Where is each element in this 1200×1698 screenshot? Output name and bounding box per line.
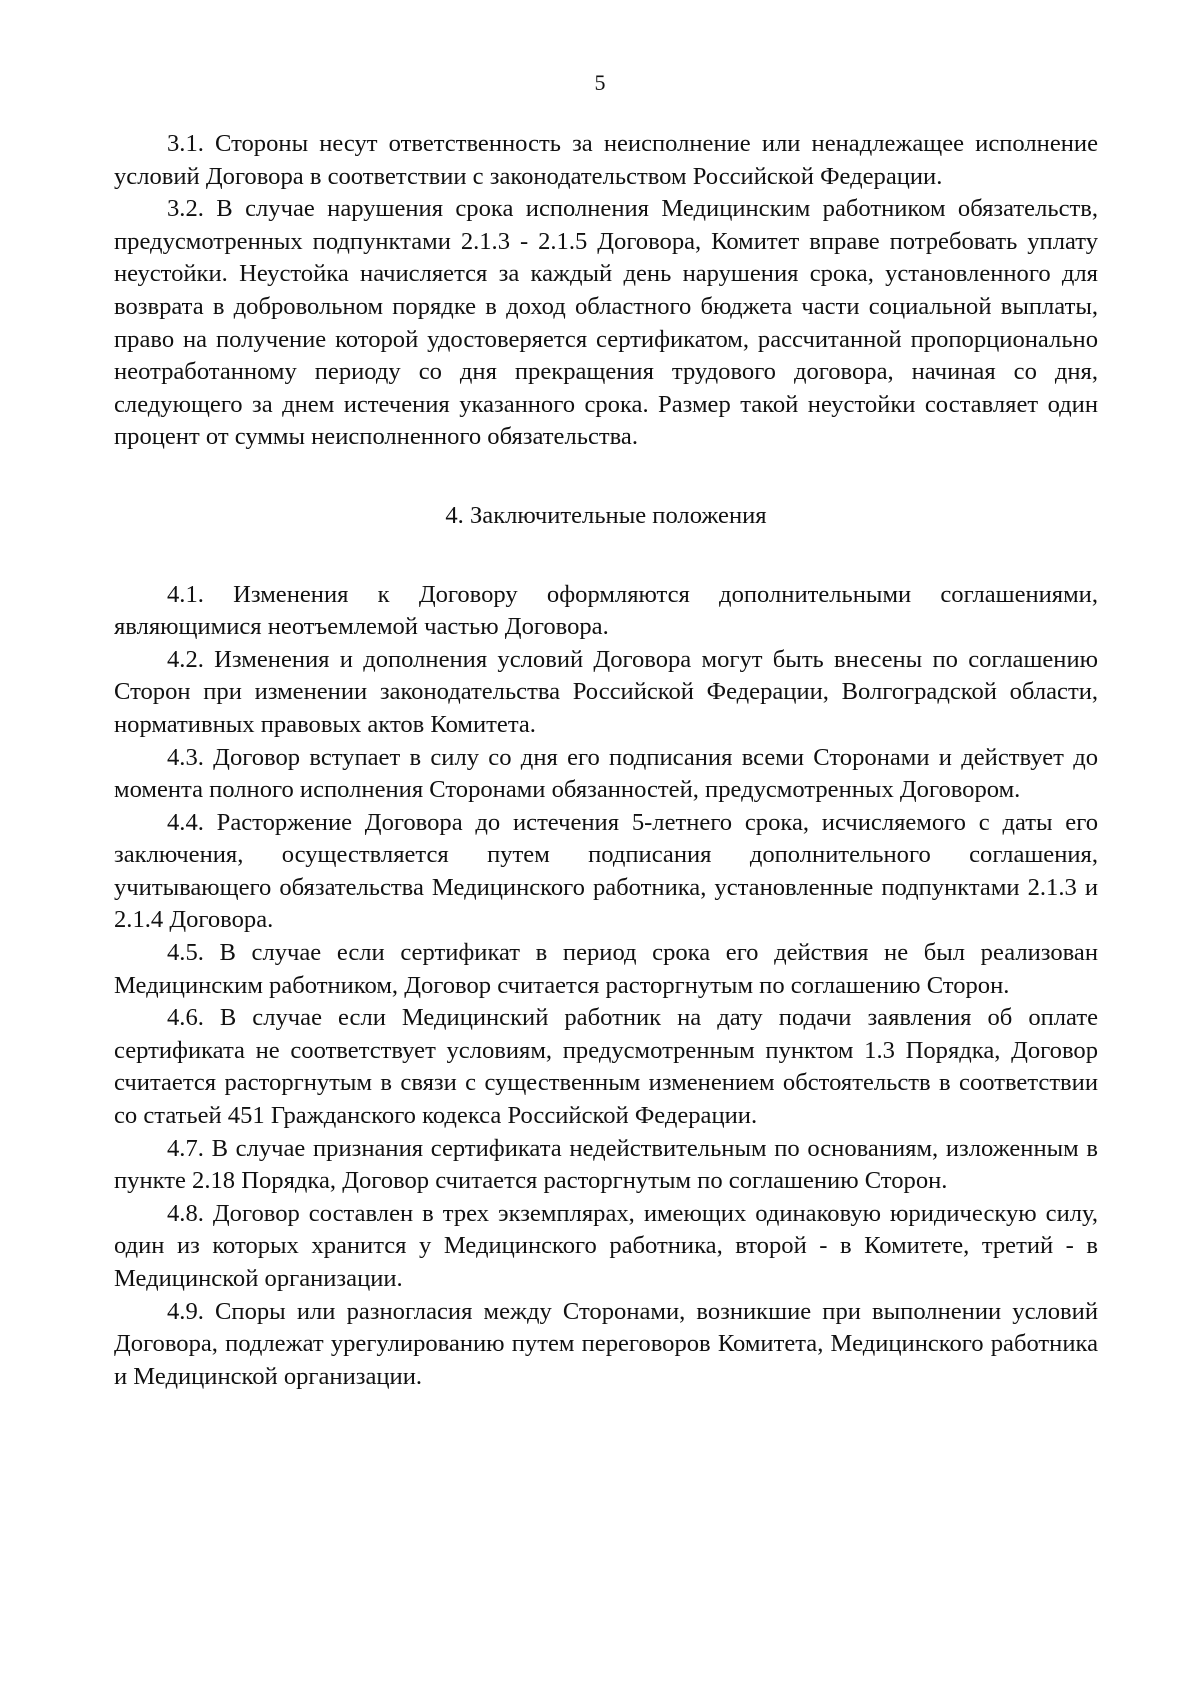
document-body: [114, 128, 1098, 1393]
clause-4-2: 4.2. Изменения и дополнения условий Договора могут быть внесены по соглашению Сторон при изменении законодательства Российской Федерации, Волгоградской области, нормативных правовых актов Комитета.: [114, 645, 1098, 738]
section-4-heading: 4. Заключительные положения: [445, 501, 767, 529]
page-number: 5: [594, 70, 606, 95]
clause-4-5: 4.5. В случае если сертификат в период срока его действия не был реализован Медицинским работником, Договор считается расторгнутым по соглашению Сторон.: [114, 939, 1098, 999]
clause-3-1: 3.1. Стороны несут ответственность за неисполнение или ненадлежащее исполнение условий Договора в соответствии с законодательством Российской Федерации.: [114, 130, 1098, 190]
clause-4-4: 4.4. Расторжение Договора до истечения 5-летнего срока, исчисляемого с даты его заключения, осуществляется путем подписания дополнительного соглашения, учитывающего обязательства Медицинского работника, установленные подпунктами 2.1.3 и 2.1.4 Договора.: [114, 808, 1098, 934]
clause-4-7: 4.7. В случае признания сертификата недействительным по основаниям, изложенным в пункте 2.18 Порядка, Договор считается расторгнутым по соглашению Сторон.: [114, 1134, 1098, 1195]
clause-4-1: 4.1. Изменения к Договору оформляются дополнительными соглашениями, являющимися неотъемлемой частью Договора.: [114, 580, 1098, 641]
clause-3-2: 3.2. В случае нарушения срока исполнения Медицинским работником обязательств, предусмотренных подпунктами 2.1.3 - 2.1.5 Договора, Комитет вправе потребовать уплату неустойки. Неустойка начисляется за каждый день нарушения срока, установленного для возврата в добровольном порядке в доход областного бюджета части социальной выплаты, право на получение которой удостоверяется сертификатом, рассчитанной пропорционально неотработанному периоду со дня прекращения трудового договора, начиная со дня, следующего за днем истечения указанного срока. Размер такой неустойки составляет один процент от суммы неисполненного обязательства.: [114, 195, 1098, 451]
clause-4-3: 4.3. Договор вступает в силу со дня его подписания всеми Сторонами и действует до момента полного исполнения Сторонами обязанностей, предусмотренных Договором.: [114, 743, 1098, 804]
clause-4-9: 4.9. Споры или разногласия между Сторонами, возникшие при выполнении условий Договора, подлежат урегулированию путем переговоров Комитета, Медицинского работника и Медицинской организации.: [114, 1297, 1098, 1390]
clause-4-8: 4.8. Договор составлен в трех экземплярах, имеющих одинаковую юридическую силу, один из которых хранится у Медицинского работника, второй - в Комитете, третий - в Медицинской организации.: [114, 1199, 1098, 1292]
clause-4-6: 4.6. В случае если Медицинский работник на дату подачи заявления об оплате сертификата не соответствует условиям, предусмотренным пунктом 1.3 Порядка, Договор считается расторгнутым в связи с существенным изменением обстоятельств в соответствии со статьей 451 Гражданского кодекса Российской Федерации.: [114, 1004, 1098, 1130]
